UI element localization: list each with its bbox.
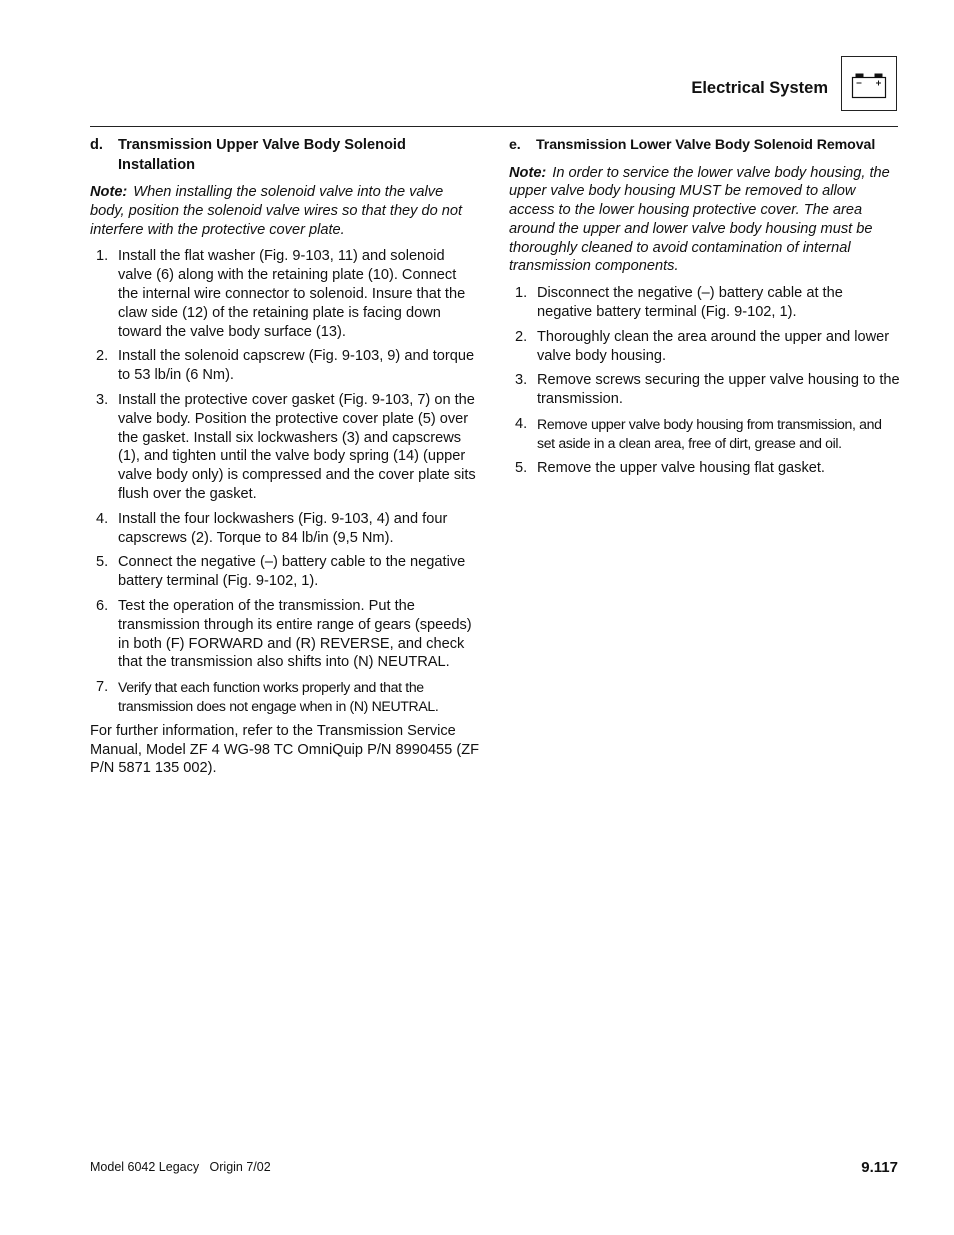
section-letter: d. xyxy=(90,137,103,153)
further-information: For further information, refer to the Transmission Service Manual, Model ZF 4 WG-98 TC OmniQuip P/N 8990455 (ZF P/N 5871 135 002). xyxy=(90,722,480,777)
step-text: Remove upper valve body housing from transmission, and set aside in a clean area, free of dirt, grease and oil. xyxy=(537,416,882,451)
list-item xyxy=(509,459,901,478)
list-item xyxy=(90,678,480,716)
list-item xyxy=(509,284,901,322)
list-item xyxy=(509,328,901,366)
list-item xyxy=(509,415,901,453)
step-text: Install the four lockwashers (Fig. 9-103, 4) and four capscrews (2). Torque to 84 lb/in (9,5 Nm). xyxy=(118,510,448,546)
step-text: Install the flat washer (Fig. 9-103, 11) and solenoid valve (6) along with the retaining plate (10). Connect the internal wire connector to solenoid. Insure that the claw side (12) of the retaining plate is facing down toward the valve body surface (13). xyxy=(118,248,466,340)
left-column xyxy=(90,136,480,778)
page-number: 9.117 xyxy=(861,1159,898,1176)
right-column xyxy=(509,136,901,483)
step-number: 6. xyxy=(96,597,109,614)
note-text: In order to service the lower valve body housing, the upper valve body housing MUST be removed to allow access to the lower housing protective cover. The area around the upper and lower valve body housing must be thoroughly cleaned to avoid contamination of internal transmission components. xyxy=(509,164,890,275)
section-title: Electrical System xyxy=(691,79,828,97)
step-number: 7. xyxy=(96,679,109,696)
section-heading-text: Transmission Lower Valve Body Solenoid Removal xyxy=(536,137,876,153)
section-heading-e xyxy=(509,136,901,156)
step-text: Verify that each function works properly and that the transmission does not engage when in (N) NEUTRAL. xyxy=(118,679,439,714)
step-text: Thoroughly clean the area around the upper and lower valve body housing. xyxy=(537,328,890,364)
note-text: When installing the solenoid valve into the valve body, position the solenoid valve wires so that they do not interfere with the protective cover plate. xyxy=(90,184,463,238)
installation-note xyxy=(90,183,480,239)
list-item xyxy=(90,597,480,672)
battery-icon xyxy=(841,56,897,111)
step-number: 5. xyxy=(515,459,528,476)
step-number: 3. xyxy=(515,372,528,389)
step-text: Disconnect the negative (–) battery cable at the negative battery terminal (Fig. 9-102, 1). xyxy=(537,285,843,321)
installation-steps xyxy=(90,247,480,715)
list-item xyxy=(90,391,480,504)
step-text: Install the protective cover gasket (Fig. 9-103, 7) on the valve body. Position the protective cover plate (5) over the gasket. Install six lockwashers (3) and capscrews (1), and tighten until the valve body spring (14) (upper valve body only) is compressed and the cover plate sits flush over the gasket. xyxy=(118,391,476,502)
list-item xyxy=(90,347,480,385)
note-label: Note: xyxy=(509,164,547,181)
list-item xyxy=(90,553,480,591)
step-text: Install the solenoid capscrew (Fig. 9-103, 9) and torque to 53 lb/in (6 Nm). xyxy=(118,348,475,384)
footer-model-info: Model 6042 Legacy Origin 7/02 xyxy=(90,1160,271,1174)
step-text: Test the operation of the transmission. Put the transmission through its entire range of gears (speeds) in both (F) FORWARD and (R) REVERSE, and check that the transmission also shifts into (N) NEUTRAL. xyxy=(118,597,472,671)
note-label: Note: xyxy=(90,184,128,200)
step-text: Connect the negative (–) battery cable to the negative battery terminal (Fig. 9-102, 1). xyxy=(118,554,466,590)
removal-steps xyxy=(509,284,901,477)
step-number: 2. xyxy=(96,348,109,365)
step-number: 5. xyxy=(96,554,109,571)
step-text: Remove the upper valve housing flat gasket. xyxy=(537,459,825,476)
list-item xyxy=(90,247,480,341)
step-number: 4. xyxy=(96,510,109,527)
list-item xyxy=(509,371,901,409)
step-number: 2. xyxy=(515,328,528,345)
section-letter: e. xyxy=(509,137,521,153)
list-item xyxy=(90,510,480,548)
step-number: 1. xyxy=(515,285,528,302)
step-number: 1. xyxy=(96,248,109,265)
section-heading-d xyxy=(90,136,480,175)
step-number: 3. xyxy=(96,391,109,408)
header-divider xyxy=(90,126,898,127)
section-heading-text: Transmission Upper Valve Body Solenoid Installation xyxy=(118,137,406,173)
removal-note xyxy=(509,164,901,277)
step-number: 4. xyxy=(515,416,528,433)
step-text: Remove screws securing the upper valve housing to the transmission. xyxy=(537,372,900,408)
